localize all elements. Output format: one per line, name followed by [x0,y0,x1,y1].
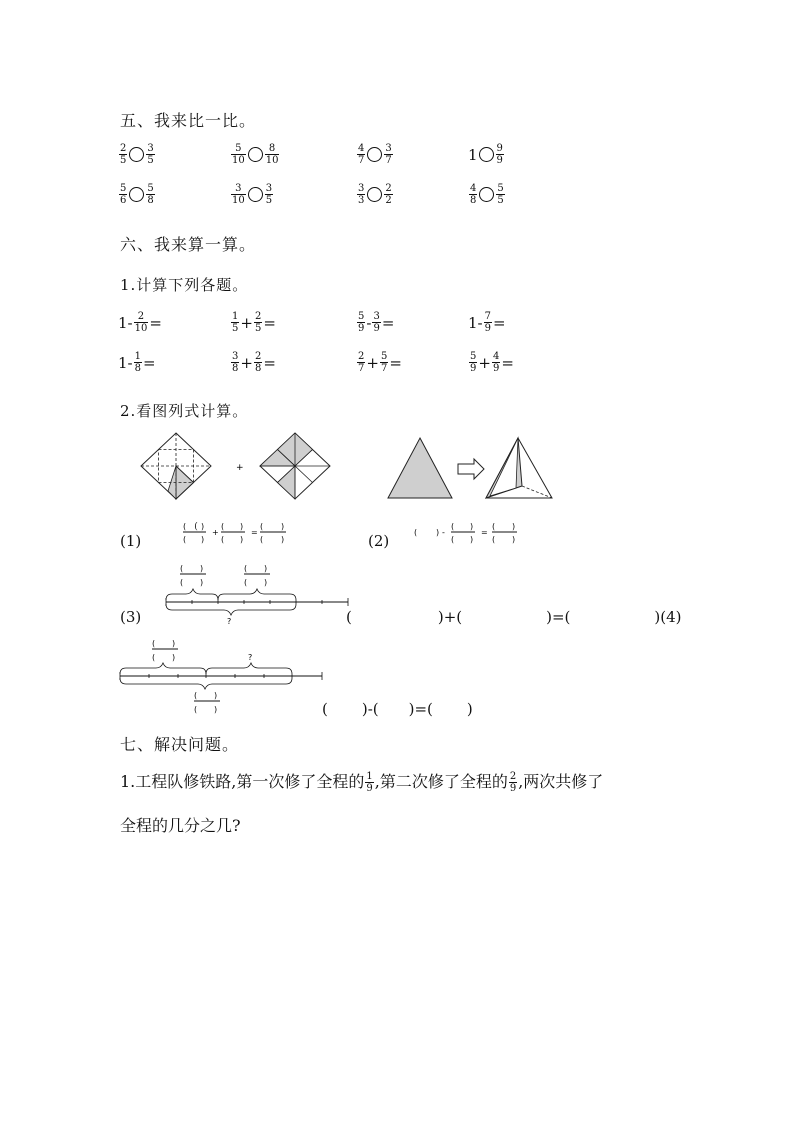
svg-text:): ) [201,522,205,531]
equals-sign: = [501,353,514,372]
svg-text:(: ( [221,535,225,544]
fraction: $\frac{2}{5}$ [254,311,262,334]
fraction: $\frac{5}{10}$ [232,143,245,166]
svg-text:(: ( [451,535,455,544]
svg-text:(: ( [260,535,264,544]
calculation-item [468,311,506,334]
svg-text:(: ( [492,522,496,531]
fraction: $\frac{3}{7}$ [385,143,392,166]
whole-number: 1 [118,353,128,372]
svg-text:=: = [251,528,258,537]
svg-text:=: = [481,528,488,537]
equals-sign: = [493,313,506,332]
comparison-item [468,143,505,166]
folded-squares-figure [140,432,356,502]
full-triangle [388,438,452,498]
svg-text:(: ( [180,564,184,573]
compare-circle-blank[interactable] [479,187,494,202]
operator: - [127,313,133,332]
fraction: $\frac{9}{9}$ [496,143,503,166]
svg-text:): ) [281,535,285,544]
compare-circle-blank[interactable] [367,187,382,202]
svg-text:): ) [240,522,244,531]
svg-text:+: + [212,528,219,537]
section-6-sub1: 1.计算下列各题。 [120,276,249,294]
svg-text:(: ( [194,705,198,714]
folded-triangle [486,438,552,498]
fraction: $\frac{8}{10}$ [265,143,279,166]
fraction: $\frac{2}{5}$ [120,143,127,166]
comparison-item [356,183,394,206]
q1-equation: ( [194,522,198,532]
fraction: $\frac{7}{9}$ [484,311,491,334]
q2-blanks [412,520,522,552]
calculation-item [356,351,402,374]
q1-blanks [182,520,292,552]
fraction: $\frac{3}{8}$ [232,351,239,374]
whole-number: 1 [468,145,478,164]
comparison-item [118,183,156,206]
plus-sign: + [236,463,244,473]
comparison-item [468,183,506,206]
compare-circle-blank[interactable] [248,187,263,202]
equals-sign: = [263,353,276,372]
svg-text:): ) [470,535,474,544]
q4-number-line [116,636,326,718]
svg-text:(: ( [183,535,187,544]
svg-text:-: - [442,528,445,537]
square-right [260,433,330,499]
svg-text:(: ( [451,522,455,531]
section-6-sub2: 2.看图列式计算。 [120,402,249,420]
fraction: $\frac{2}{7}$ [358,351,365,374]
q3-number-line [160,560,352,628]
compare-circle-blank[interactable] [129,147,144,162]
operator: + [240,313,253,332]
fraction: $\frac{3}{9}$ [373,311,380,334]
fraction: $\frac{3}{3}$ [358,183,365,206]
compare-circle-blank[interactable] [129,187,144,202]
whole-number: 1 [468,313,478,332]
fraction: $\frac{2}{2}$ [385,183,392,206]
equals-sign: = [389,353,402,372]
comparison-item [118,143,156,166]
fraction: $\frac{4}{8}$ [470,183,477,206]
q2-label: (2) [368,532,390,550]
svg-text:): ) [214,691,218,700]
fraction: $\frac{5}{9}$ [358,311,365,334]
svg-text:): ) [436,528,440,537]
section-5-title: 五、我来比一比。 [120,111,257,130]
svg-text:(: ( [260,522,264,531]
fraction: $\frac{1}{8}$ [134,351,141,374]
fraction: $\frac{2}{8}$ [254,351,262,374]
fraction: $\frac{5}{8}$ [147,183,154,206]
svg-text:(: ( [180,578,184,587]
svg-text:): ) [470,522,474,531]
calculation-item [230,311,276,334]
q3-label: (3) [120,608,142,626]
fraction: $\frac{5}{5}$ [497,183,504,206]
equals-sign: = [263,313,276,332]
fraction: $\frac{4}{9}$ [492,351,500,374]
equals-sign: = [381,313,395,332]
fraction: $\frac{2}{10}$ [134,311,148,334]
fraction: $\frac{5}{6}$ [120,183,127,206]
svg-text:(: ( [244,564,248,573]
square-left [141,433,211,499]
calculation-item [356,311,394,334]
operator: + [240,353,253,372]
q3-expression: ( )+( )=( )(4) [346,608,682,626]
problem-1-line-2: 全程的几分之几? [120,816,241,835]
svg-text:): ) [240,535,244,544]
svg-text:): ) [281,522,285,531]
svg-text:(: ( [244,578,248,587]
comparison-item [356,143,394,166]
whole-number: 1 [118,313,128,332]
fraction: $\frac{1}{5}$ [232,311,239,334]
svg-text:): ) [264,564,268,573]
compare-circle-blank[interactable] [479,147,494,162]
fraction: $\frac{3}{5}$ [147,143,154,166]
svg-text:): ) [512,522,516,531]
compare-circle-blank[interactable] [248,147,263,162]
q3-question-mark: ? [227,617,232,626]
calculation-item [468,351,514,374]
svg-text:): ) [512,535,516,544]
operator: + [478,353,491,372]
fraction: $\frac{4}{7}$ [358,143,365,166]
svg-text:): ) [200,564,204,573]
equals-sign: = [143,353,156,372]
section-7-title: 七、解决问题。 [120,735,240,754]
fraction: $\frac{5}{9}$ [470,351,477,374]
svg-text:): ) [264,578,268,587]
arrow-icon [458,459,484,479]
operator: - [477,313,483,332]
operator: - [366,313,372,332]
svg-text:(: ( [183,522,187,531]
svg-text:): ) [200,578,204,587]
comparison-item [230,143,280,166]
fraction: $\frac{5}{7}$ [380,351,388,374]
compare-circle-blank[interactable] [367,147,382,162]
comparison-item [230,183,274,206]
svg-text:): ) [214,705,218,714]
problem-1-line-1: 1.工程队修铁路,第一次修了全程的 $\frac{1}{9}$ ,第二次修了全程的 $\frac{2}{9}$ ,两次共修了 [120,771,604,794]
calculation-item [118,351,156,374]
fraction: $\frac{3}{10}$ [232,183,245,206]
q1-label: (1) [120,532,142,550]
section-6-title: 六、我来算一算。 [120,235,257,254]
fraction: $\frac{3}{5}$ [265,183,273,206]
calculation-item [230,351,276,374]
svg-text:(: ( [194,691,198,700]
svg-text:(: ( [152,639,156,648]
calculation-item [118,311,162,334]
operator: + [366,353,379,372]
triangles-figure [384,436,556,502]
svg-text:(: ( [152,653,156,662]
svg-text:(: ( [221,522,225,531]
svg-text:): ) [201,535,205,544]
svg-text:): ) [172,653,176,662]
svg-text:): ) [172,639,176,648]
equals-sign: = [149,313,162,332]
svg-text:(: ( [492,535,496,544]
svg-text:(: ( [414,528,418,537]
q4-question-mark: ? [248,653,253,662]
operator: - [127,353,133,372]
q4-expression: ( )-( )=( ) [322,700,473,718]
